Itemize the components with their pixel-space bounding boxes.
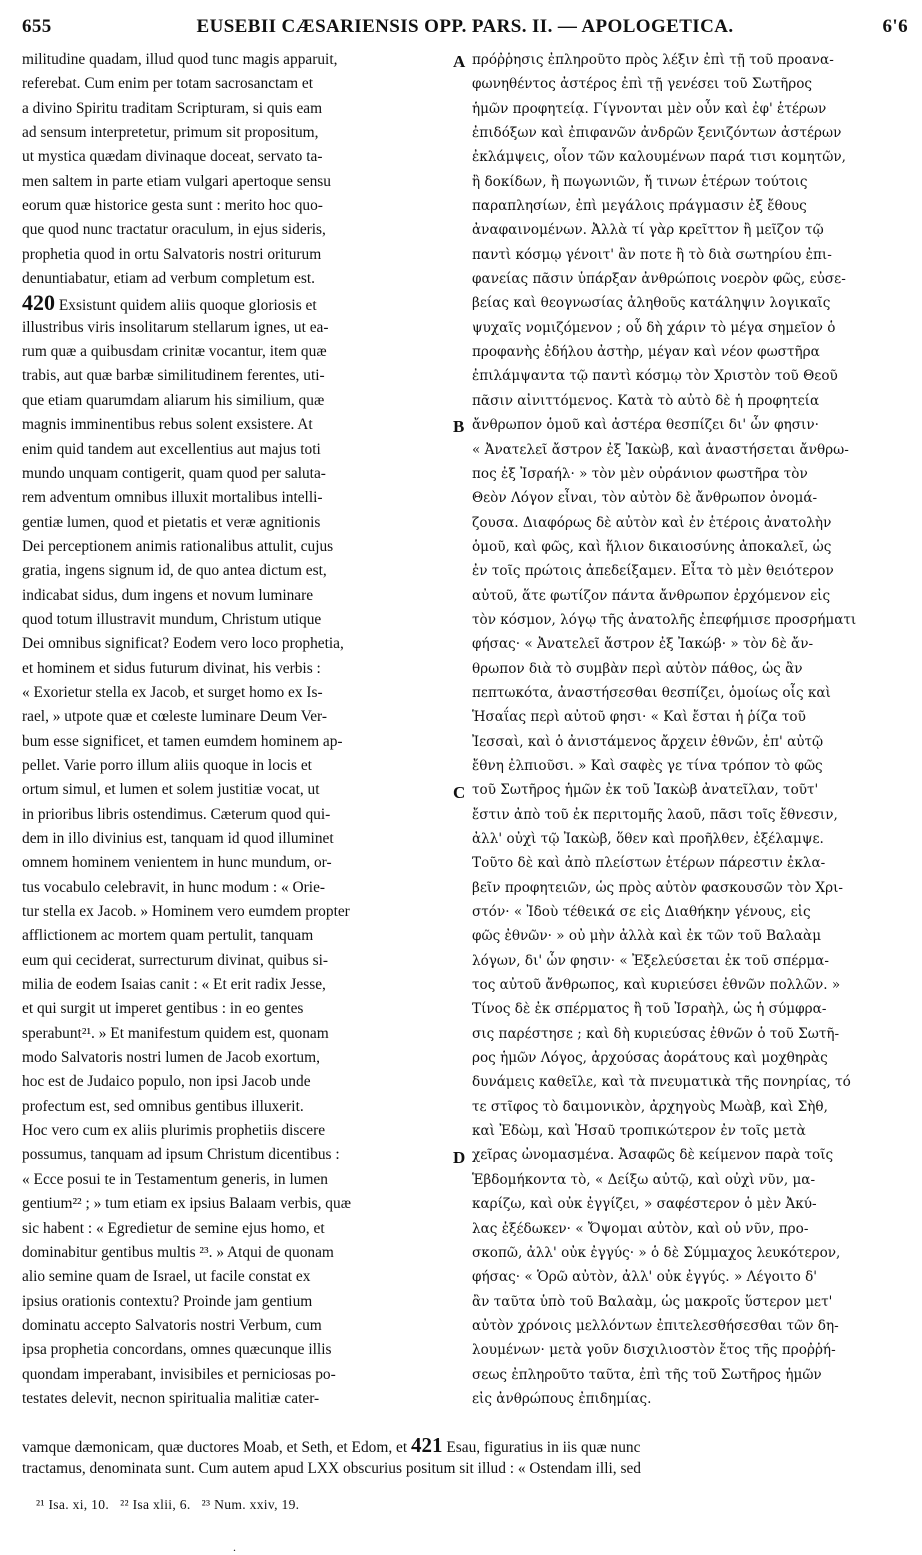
- bottom-line-1: [22, 1433, 906, 1457]
- greek-line: θρωπον διὰ τὸ συμβὰν περὶ αὐτὸν πάθος, ὡς ἂν: [472, 660, 803, 677]
- greek-line: φανείας πᾶσιν ὑπάρξαν ἀνθρώποις νοερὸν φῶς, εὐσε-: [472, 271, 846, 288]
- greek-line: ψυχαῖς νομιζόμενον ; οὗ δὴ χάριν τὸ μέγα σημεῖον ὁ: [472, 319, 836, 336]
- greek-line: βεῖν προφητειῶν, ὡς πρὸς αὐτὸν φασκουσῶν τὸν Χρι-: [472, 879, 844, 896]
- greek-line: φήσας· « Ἀνατελεῖ ἄστρον ἐξ Ἰακώβ· » τὸν δὲ ἄν-: [472, 636, 814, 653]
- greek-line: πρόῤῥησις ἐπληροῦτο πρὸς λέξιν ἐπὶ τῇ τοῦ προανα-: [472, 52, 834, 68]
- latin-line: gentium²² ; » tum etiam ex ipsius Balaam verbis, quæ: [22, 1195, 351, 1213]
- greek-line: λόγων, δι' ὧν φησιν· « Ἐξελεύσεται ἐκ τοῦ σπέρμα-: [472, 952, 829, 969]
- latin-line: illustribus viris insolitarum stellarum ignes, ut ea-: [22, 318, 329, 336]
- greek-line: τος αὐτοῦ ἄνθρωπος, καὶ κυριεύσει ἐθνῶν πολλῶν. »: [472, 977, 841, 994]
- bottom-line-1-end: Esau, figuratius in iis quæ nunc: [446, 1439, 641, 1456]
- greek-line: φήσας· « Ὁρῶ αὐτὸν, ἀλλ' οὐκ ἐγγύς. » Λέγοιτο δ': [472, 1269, 818, 1286]
- greek-line: ἐν τοῖς πρώτοις ἀπεδείξαμεν. Εἶτα τὸ μὲν θειότερον: [472, 563, 834, 580]
- greek-line: τοῦ Σωτῆρος ἡμῶν ἐκ τοῦ Ἰακὼβ ἀνατεῖλαν, τοῦτ': [472, 782, 819, 799]
- greek-line: φωνηθέντος ἀστέρος ἐπὶ τῇ γενέσει τοῦ Σωτῆρος: [472, 76, 813, 93]
- latin-line: ad sensum interpretetur, primum sit propositum,: [22, 124, 319, 142]
- margin-letter-d: D: [453, 1148, 466, 1167]
- latin-line: ipsa prophetia concordans, omnes quæcunque illis: [22, 1341, 332, 1359]
- greek-line: ἀναφαινομένων. Ἀλλὰ τί γὰρ κρεῖττον ἢ μεῖζον τῷ: [472, 222, 824, 239]
- latin-line: referebat. Cum enim per totam sacrosanctam et: [22, 75, 314, 93]
- latin-line: « Ecce posui te in Testamentum generis, in lumen: [22, 1170, 328, 1188]
- margin-letter-b: B: [453, 417, 465, 436]
- greek-column: [472, 48, 906, 1411]
- greek-line: ἢ δοκίδων, ἢ πωγωνιῶν, ἤ τινων ἑτέρων τούτοις: [472, 173, 808, 190]
- margin-letter-a: A: [453, 52, 466, 71]
- latin-line: men saltem in parte etiam vulgari apertoque sensu: [22, 172, 331, 190]
- greek-line: εἰς ἀνθρώπους ἐπιδημίας.: [472, 1390, 652, 1407]
- greek-line: λουμένων· μετὰ γοῦν δισχιλιοστὸν ἔτος τῆς προῤῥή-: [472, 1342, 836, 1359]
- latin-line: alio semine quam de Israel, ut facile constat ex: [22, 1268, 311, 1286]
- greek-line: Ἰεσσαὶ, καὶ ὁ ἀνιστάμενος ἄρχειν ἐθνῶν, ἐπ' αὐτῷ: [472, 733, 824, 750]
- greek-line: παντὶ κόσμῳ γένοιτ' ἂν ποτε ἢ τὸ διὰ σωτηρίου ἐπι-: [472, 246, 832, 263]
- greek-line: τὸν κόσμον, λόγῳ τῆς ἀνατολῆς ἐπεφήμισε προσρήματι: [472, 611, 857, 628]
- greek-line: ἄνθρωπον ὁμοῦ καὶ ἀστέρα θεσπίζει δι' ὧν φησιν·: [472, 417, 819, 434]
- greek-line: ζουσα. Διαφόρως δὲ αὐτὸν καὶ ἐν ἑτέροις ἀνατολὴν: [472, 514, 832, 531]
- latin-line: ipsius orationis contextu? Proinde jam gentium: [22, 1292, 313, 1310]
- greek-line: πᾶσιν αἰνιττόμενος. Κατὰ τὸ αὐτὸ δὲ ἡ προφητεία: [472, 392, 820, 409]
- latin-line: dominatu accepto Salvatoris nostri Verbum, cum: [22, 1316, 322, 1334]
- latin-line: gratia, ingens signum id, de quo antea dictum est,: [22, 562, 327, 580]
- greek-line: παραπλησίων, ἐπὶ μεγάλοις πράγμασιν ἐξ ἔθους: [472, 198, 807, 215]
- page-number-left: 655: [22, 16, 52, 37]
- latin-line: dominabitur gentibus multis ²³. » Atqui de quonam: [22, 1243, 334, 1261]
- greek-line: Ἡσαΐας περὶ αὐτοῦ φησι· « Καὶ ἔσται ἡ ῥίζα τοῦ: [472, 709, 806, 726]
- latin-line: indicabat sidus, dum ingens et novum luminare: [22, 586, 314, 604]
- latin-line: in prioribus libris ostendimus. Cæterum quod qui-: [22, 805, 331, 823]
- greek-line: προφανὴς ἐδήλου ἀστὴρ, μέγαν καὶ νέον φωστῆρα: [472, 344, 820, 361]
- latin-line: rum quæ a quibusdam crinitæ vocantur, item quæ: [22, 343, 327, 361]
- latin-line-text: Exsistunt quidem aliis quoque gloriosis et: [58, 297, 317, 315]
- latin-line: ut mystica quædam divinaque doceat, servato ta-: [22, 148, 323, 166]
- greek-line: ἀλλ' οὐχὶ τῷ Ἰακὼβ, ὅθεν καὶ προῆλθεν, ἐξέλαμψε.: [472, 831, 824, 847]
- latin-line: magnis imminentibus rebus solent exsistere. At: [22, 416, 313, 434]
- latin-column: [22, 48, 450, 1411]
- bottom-fullwidth-text: [22, 1433, 906, 1482]
- greek-line: λας ἐξέδωκεν· « Ὄψομαι αὐτὸν, καὶ οὐ νῦν, προ-: [472, 1220, 809, 1237]
- greek-line: σκοπῶ, ἀλλ' οὐκ ἐγγύς· » ὁ δὲ Σύμμαχος λευκότερον,: [472, 1244, 841, 1261]
- latin-line: Hoc vero cum ex aliis plurimis prophetiis discere: [22, 1122, 326, 1140]
- latin-line: tur stella ex Jacob. » Hominem vero eumdem propter: [22, 903, 350, 921]
- latin-line: trabis, aut quæ barbæ similitudinem ferentes, uti-: [22, 367, 325, 385]
- greek-line: πος ἐξ Ἰσραήλ· » τὸν μὲν οὐράνιον φωστῆρα τὸν: [472, 465, 808, 482]
- greek-line: καὶ Ἐδὼμ, καὶ Ἡσαῦ τροπικώτερον ἐν τοῖς μετὰ: [472, 1123, 806, 1140]
- latin-line: que quod nunc tractatur oraculum, in ejus sideris,: [22, 221, 326, 239]
- greek-line: Ἑβδομήκοντα τὸ, « Δείξω αὐτῷ, καὶ οὐχὶ νῦν, μα-: [472, 1171, 816, 1188]
- latin-line: que etiam quarumdam aliarum his similium, quæ: [22, 391, 325, 409]
- latin-line: et hominem et sidus futurum divinat, his verbis :: [22, 659, 321, 677]
- stray-mark: .: [233, 1540, 236, 1554]
- greek-line: βείας καὶ θεογνωσίας ἀληθοῦς κατάληψιν λογικαῖς: [472, 295, 831, 312]
- greek-line: στόν· « Ἰδοὺ τέθεικά σε εἰς Διαθήκην γένους, εἰς: [472, 904, 811, 921]
- greek-line: τε στῖφος τὸ δαιμονικὸν, ἀρχηγοὺς Μωὰβ, καὶ Σὴθ,: [472, 1098, 828, 1115]
- latin-line: Dei omnibus significat? Eodem vero loco prophetia,: [22, 635, 344, 653]
- greek-line: σεως ἐπληροῦτο ταῦτα, ἐπὶ τῆς τοῦ Σωτῆρος ἡμῶν: [472, 1366, 822, 1383]
- latin-line: rem adventum omnibus illuxit mortalibus intelli-: [22, 489, 323, 507]
- greek-line: καρίζω, καὶ οὐκ ἐγγίζει, » σαφέστερον ὁ μὲν Ἀκύ-: [472, 1196, 817, 1213]
- greek-line: ἂν ταῦτα ὑπὸ τοῦ Βαλαὰμ, ὡς μακροῖς ὕστερον μετ': [472, 1293, 833, 1310]
- latin-line: eorum quæ historice gesta sunt : merito hoc quo-: [22, 197, 323, 215]
- latin-line: enim quid tandem aut excellentius aut majus toti: [22, 440, 321, 458]
- latin-line: a divino Spiritu traditam Scripturam, si quis eam: [22, 99, 323, 117]
- footnotes: ²¹ Isa. xi, 10. ²² Isa xlii, 6. ²³ Num. xxiv, 19.: [36, 1497, 300, 1512]
- latin-line: tus vocabulo celebravit, in hunc modum : « Orie-: [22, 878, 326, 896]
- page-number-right: 6'6: [882, 16, 908, 37]
- latin-line: dem in illo divinius est, tanquam id quod illuminet: [22, 830, 334, 847]
- latin-line: bum esse significet, et tamen eumdem hominem ap-: [22, 732, 343, 750]
- greek-line: αὐτὸν χρόνοις μελλόντων ἐπιτελεσθήσεσθαι τῶν δη-: [472, 1317, 839, 1334]
- greek-line: φῶς ἐθνῶν· » οὐ μὴν ἀλλὰ καὶ ἐκ τῶν τοῦ Βαλαὰμ: [472, 928, 822, 945]
- greek-line: ἐπιδόξων καὶ ἐπιφανῶν ἀνδρῶν ξενιζόντων ἀστέρων: [472, 125, 842, 142]
- latin-line: militudine quadam, illud quod tunc magis apparuit,: [22, 51, 338, 68]
- latin-line: gentiæ lumen, quod et pietatis et veræ agnitionis: [22, 513, 321, 531]
- latin-line: rael, » utpote quæ et cœleste luminare Deum Ver-: [22, 708, 327, 726]
- greek-line: ὁμοῦ, καὶ φῶς, καὶ ἥλιον δικαιοσύνης ἀποκαλεῖ, ὡς: [472, 538, 832, 555]
- column-number-421: 421: [410, 1433, 443, 1457]
- bottom-line-1-start: vamque dæmonicam, quæ ductores Moab, et Seth, et Edom, et: [22, 1439, 408, 1456]
- latin-line: afflictionem ac mortem quam pertulit, tanquam: [22, 927, 314, 945]
- latin-line: mundo unquam contigerit, quam quod per saluta-: [22, 464, 326, 482]
- greek-line: δυνάμεις καθεῖλε, καὶ τὰ πνευματικὰ τῆς πονηρίας, τό: [472, 1074, 851, 1091]
- latin-line: hoc est de Judaico populo, non ipsi Jacob unde: [22, 1073, 311, 1091]
- latin-line: denuntiabatur, etiam ad verbum completum est.: [22, 270, 316, 288]
- latin-line: possumus, tanquam ad ipsum Christum dicentibus :: [22, 1146, 340, 1164]
- greek-line: ἔστιν ἀπὸ τοῦ ἐκ περιτομῆς λαοῦ, πᾶσι τοῖς ἔθνεσιν,: [472, 806, 838, 823]
- margin-letter-c: C: [453, 783, 466, 802]
- latin-line: ortum simul, et lumen et solem justitiæ vocat, ut: [22, 781, 320, 799]
- running-title: EUSEBII CÆSARIENSIS OPP. PARS. II. — APOLOGETICA.: [196, 16, 734, 37]
- latin-line: milia de eodem Isaias canit : « Et erit radix Jesse,: [22, 976, 326, 994]
- latin-line: sperabunt²¹. » Et manifestum quidem est, quonam: [22, 1024, 329, 1042]
- greek-line: ἐπιλάμψαντα τῷ παντὶ κόσμῳ τὸν Χριστὸν τοῦ Θεοῦ: [472, 368, 838, 385]
- latin-line: sic habent : « Egredietur de semine ejus homo, et: [22, 1219, 325, 1237]
- greek-line: ρος ἡμῶν Λόγος, ἀρχούσας ἀοράτους καὶ μοχθηρὰς: [472, 1050, 828, 1067]
- bottom-line-2: tractamus, denominata sunt. Cum autem apud LXX obscurius positum sit illud : « Ostendam illi, sed: [22, 1460, 641, 1478]
- greek-line: ἔθνη ἐλπιοῦσι. » Καὶ σαφὲς γε τίνα τρόπον τὸ φῶς: [472, 757, 823, 774]
- latin-line: et qui surgit ut imperet gentibus : in eo gentes: [22, 1000, 304, 1018]
- greek-line: ἐκλάμψεις, οἷον τῶν καλουμένων παρά τισι κομητῶν,: [472, 149, 846, 166]
- page-header: [22, 16, 908, 42]
- greek-line: χεῖρας ὠνομασμένα. Ἀσαφῶς δὲ κείμενον παρὰ τοῖς: [472, 1147, 834, 1164]
- greek-line: σις παρέστησε ; καὶ δὴ κυριεύσας ἐθνῶν ὁ τοῦ Σωτῆ-: [472, 1025, 840, 1042]
- greek-line: ἡμῶν προφητείᾳ. Γίγνονται μὲν οὖν καὶ ἐφ' ἑτέρων: [472, 100, 827, 117]
- latin-line: « Exorietur stella ex Jacob, et surget homo ex Is-: [22, 683, 323, 701]
- latin-line: quondam imperabant, invisibiles et perniciosas po-: [22, 1365, 336, 1383]
- column-number-420: 420: [22, 291, 55, 316]
- greek-line: Τοῦτο δὲ καὶ ἀπὸ πλείστων ἑτέρων πάρεστιν ἐκλα-: [472, 855, 826, 872]
- latin-line: [22, 291, 450, 315]
- latin-line: eum qui ceciderat, surrecturum divinat, quibus si-: [22, 951, 329, 969]
- greek-line: Τίνος δὲ ἐκ σπέρματος ἢ τοῦ Ἰσραὴλ, ὡς ἡ σύμφρα-: [472, 1001, 827, 1018]
- greek-line: αὐτοῦ, ἅτε φωτίζον πάντα ἄνθρωπον ἐρχόμενον εἰς: [472, 587, 831, 604]
- greek-line: « Ἀνατελεῖ ἄστρον ἐξ Ἰακὼβ, καὶ ἀναστήσεται ἄνθρω-: [472, 441, 849, 458]
- greek-line: πεπτωκότα, ἀναστήσεσθαι θεσπίζει, ὁμοίως οἷς καὶ: [472, 684, 831, 701]
- latin-line: testates delevit, necnon spiritualia malitiæ cater-: [22, 1389, 320, 1407]
- latin-line: quod totum illustravit mundum, Christum utique: [22, 610, 322, 628]
- latin-line: modo Salvatoris nostri lumen de Jacob exortum,: [22, 1049, 320, 1067]
- latin-line: omnem hominem venientem in hunc mundum, or-: [22, 854, 332, 872]
- latin-line: pellet. Varie porro illum aliis quoque in locis et: [22, 756, 312, 774]
- latin-line: prophetia quod in ortu Salvatoris nostri oriturum: [22, 245, 322, 263]
- latin-line: profectum est, sed omnibus gentibus illuxerit.: [22, 1097, 304, 1115]
- latin-line: Dei perceptionem animis rationalibus attulit, cujus: [22, 537, 334, 555]
- greek-line: Θεὸν Λόγον εἶναι, τὸν αὐτὸν δὲ ἄνθρωπον ὀνομά-: [472, 490, 818, 507]
